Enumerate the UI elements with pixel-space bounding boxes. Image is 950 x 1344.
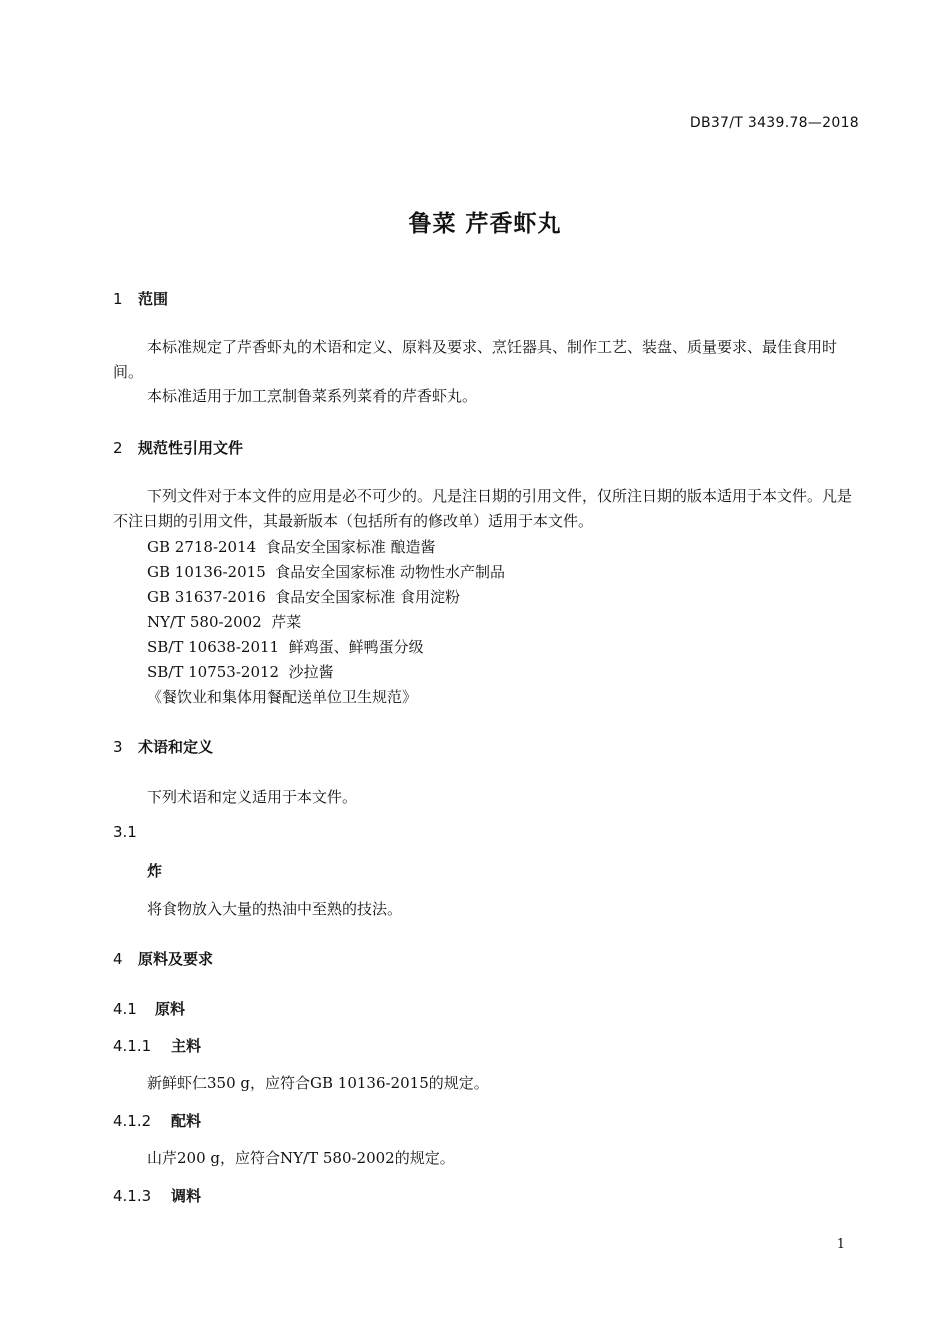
- reference-item: SB/T 10753-2012 沙拉酱: [147, 663, 334, 681]
- section-number: 4.1: [113, 1000, 137, 1018]
- reference-item: GB 31637-2016 食品安全国家标准 食用淀粉: [147, 588, 461, 606]
- section-title: 范围: [138, 290, 169, 308]
- section-4-1-heading: [113, 998, 185, 1019]
- section-3-paragraph-1: 下列术语和定义适用于本文件。: [147, 788, 358, 806]
- section-title: 原料: [155, 1000, 186, 1018]
- section-number: 3: [113, 738, 123, 756]
- section-number: 1: [113, 290, 123, 308]
- section-2-paragraph-1: 下列文件对于本文件的应用是必不可少的。凡是注日期的引用文件，仅所注日期的版本适用于本文件。凡是不注日期的引用文件，其最新版本（包括所有的修改单）适用于本文件。: [113, 487, 853, 530]
- term-definition: 将食物放入大量的热油中至熟的技法。: [147, 900, 403, 918]
- reference-item: GB 2718-2014 食品安全国家标准 酿造酱: [147, 538, 436, 556]
- term-number: 3.1: [113, 823, 137, 841]
- section-4-1-1-text: 新鲜虾仁350 g，应符合GB 10136-2015的规定。: [147, 1074, 489, 1092]
- section-4-heading: [113, 948, 213, 969]
- section-4-1-2-text: 山芹200 g，应符合NY/T 580-2002的规定。: [147, 1149, 455, 1167]
- section-4-1-2-heading: [113, 1110, 201, 1131]
- section-number: 4.1.3: [113, 1187, 152, 1205]
- section-title: 规范性引用文件: [138, 439, 244, 457]
- document-title: 鲁菜 芹香虾丸: [408, 211, 562, 237]
- section-2-heading: [113, 437, 243, 458]
- section-number: 4.1.1: [113, 1037, 152, 1055]
- section-1-paragraph-2: 本标准适用于加工烹制鲁菜系列菜肴的芹香虾丸。: [147, 387, 478, 405]
- section-1-paragraph-1: 本标准规定了芹香虾丸的术语和定义、原料及要求、烹饪器具、制作工艺、装盘、质量要求、最佳食用时间。: [113, 338, 838, 381]
- reference-item: NY/T 580-2002 芹菜: [147, 613, 302, 631]
- section-3-heading: [113, 736, 213, 757]
- section-1-heading: [113, 288, 168, 309]
- section-title: 配料: [171, 1112, 202, 1130]
- section-number: 4: [113, 950, 123, 968]
- section-title: 调料: [171, 1187, 202, 1205]
- term-name: 炸: [147, 862, 163, 880]
- section-title: 原料及要求: [138, 950, 214, 968]
- reference-item: 《餐饮业和集体用餐配送单位卫生规范》: [147, 688, 418, 706]
- section-4-1-3-heading: [113, 1185, 201, 1206]
- reference-item: GB 10136-2015 食品安全国家标准 动物性水产制品: [147, 563, 506, 581]
- section-title: 主料: [171, 1037, 202, 1055]
- document-number: DB37/T 3439.78—2018: [689, 115, 859, 131]
- section-number: 2: [113, 439, 123, 457]
- reference-item: SB/T 10638-2011 鲜鸡蛋、鲜鸭蛋分级: [147, 638, 424, 656]
- section-title: 术语和定义: [138, 738, 214, 756]
- section-4-1-1-heading: [113, 1035, 201, 1056]
- section-number: 4.1.2: [113, 1112, 152, 1130]
- page-number: 1: [836, 1237, 845, 1252]
